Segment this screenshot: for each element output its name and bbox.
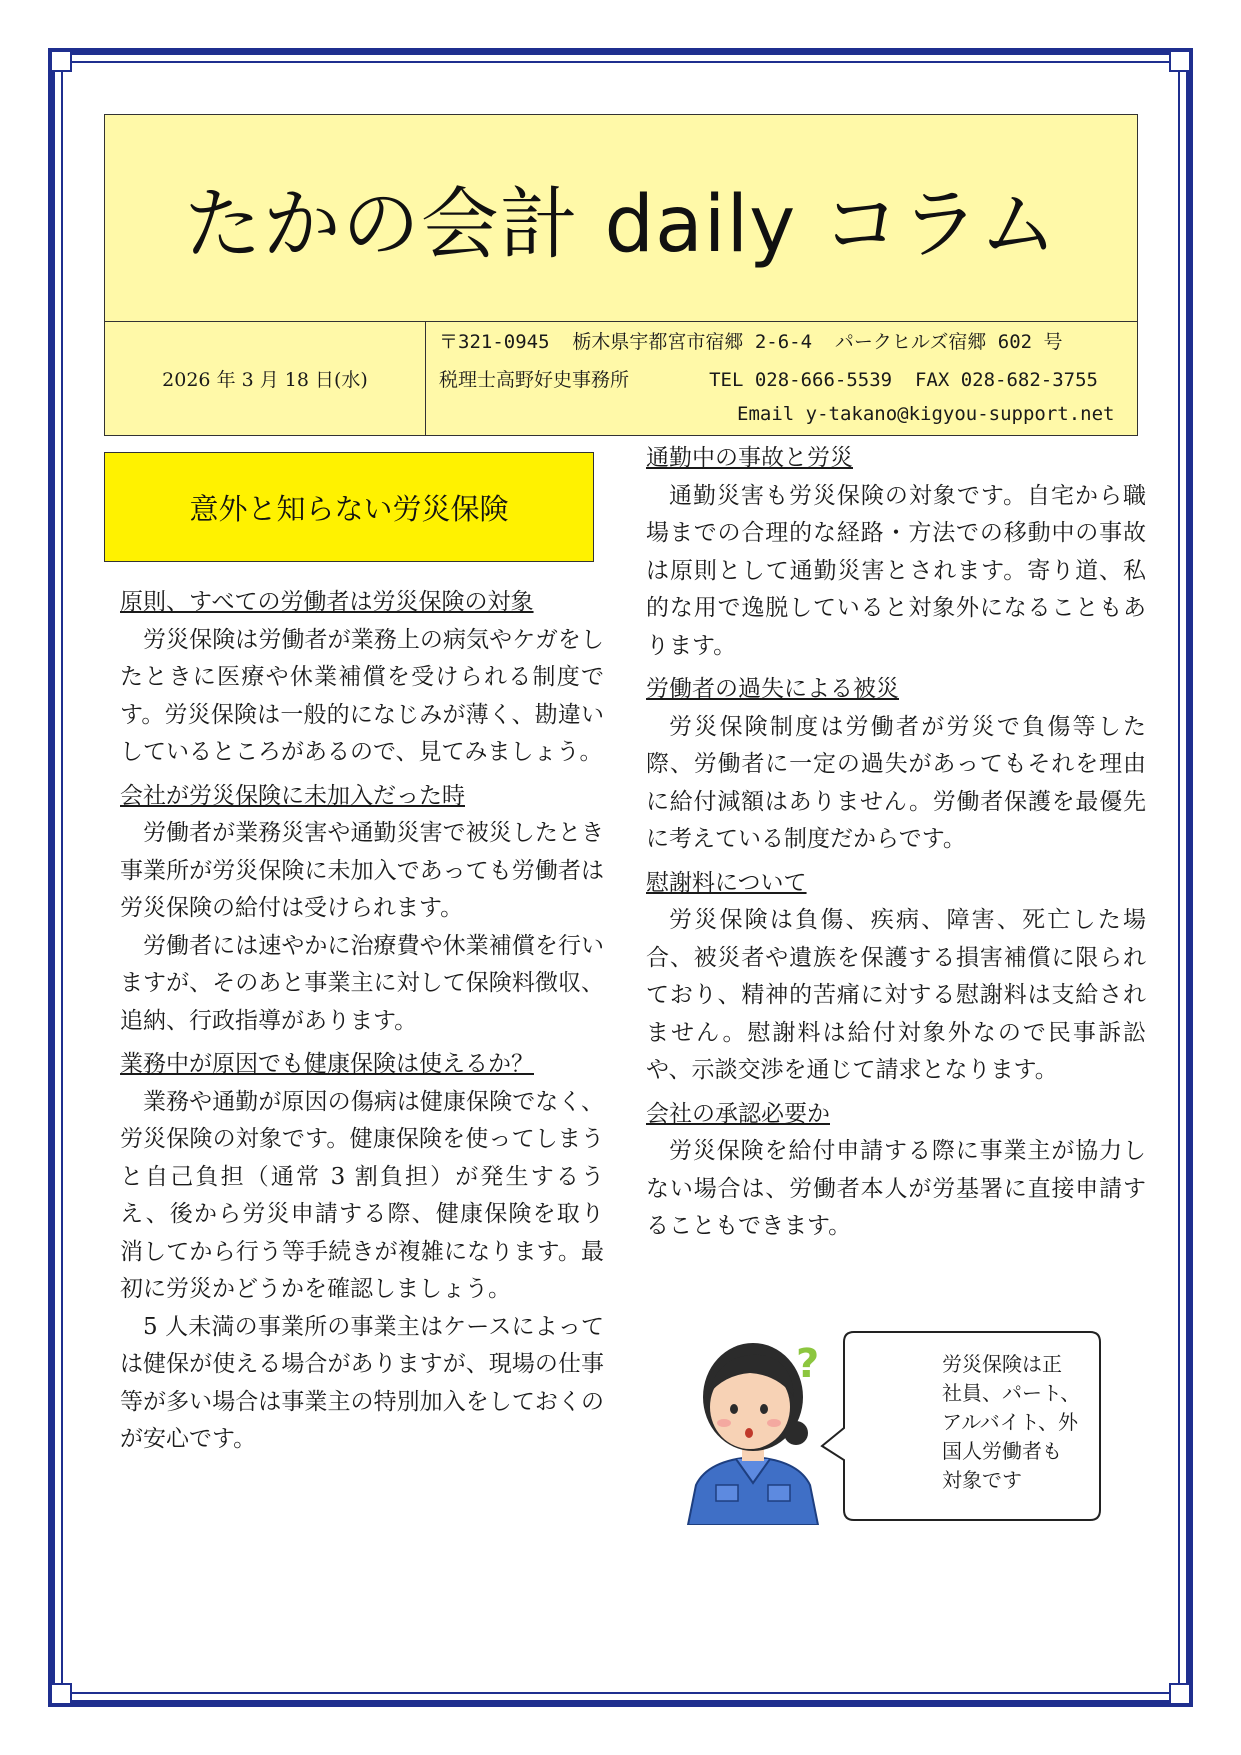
section-paragraph: 通勤災害も労災保険の対象です。自宅から職場までの合理的な経路・方法での移動中の事故は原則として通勤災害とされます。寄り道、私的な用で逸脱していると対象外になることもあります。 <box>646 482 1147 659</box>
page-title: たかの会計 daily コラム <box>183 180 1059 270</box>
section-paragraph: 労災保険制度は労働者が労災で負傷等した際、労働者に一定の過失があってもそれを理由に給付減額はありません。労働者保護を最優先に考えている制度だからです。 <box>646 713 1146 852</box>
topic-title: 意外と知らない労災保険 <box>104 452 594 562</box>
frame-corner <box>1169 1683 1191 1705</box>
bubble-line: 社員、パート、 <box>942 1381 1081 1405</box>
question-mark: ? <box>796 1341 820 1387</box>
woman-question-icon <box>668 1335 838 1525</box>
bubble-line: 労災保険は正 <box>942 1352 1062 1376</box>
section-heading: 会社が労災保険に未加入だった時 <box>120 782 465 809</box>
section-heading: 業務中が原因でも健康保険は使えるか？ <box>120 1051 534 1077</box>
section-heading: 会社の承認必要か <box>646 1100 830 1127</box>
section-paragraph: 労災保険は負傷、疾病、障害、死亡した場合、被災者や遺族を保護する損害補償に限られており、精神的苦痛に対する慰謝料は支給されません。慰謝料は給付対象外なので民事訴訟や、示談交渉を通じて請求となります。 <box>646 907 1146 1083</box>
right-column <box>646 440 1146 1252</box>
section-paragraph: 5 人未満の事業所の事業主はケースによっては健保が使える場合がありますが、現場の仕事等が多い場合は事業主の特別加入をしておくのが安心です。 <box>120 1313 604 1452</box>
left-column <box>120 584 604 1465</box>
office-contact: 税理士高野好史事務所 TEL 028-666-5539 FAX 028-682-3755 <box>439 369 1098 391</box>
frame-corner <box>50 50 72 72</box>
section-paragraph: 労働者が業務災害や通勤災害で被災したとき事業所が労災保険に未加入であっても労働者は労災保険の給付は受けられます。 <box>120 820 604 921</box>
section-paragraph: 労災保険を給付申請する際に事業主が協力しない場合は、労働者本人が労基署に直接申請することもできます。 <box>646 1138 1146 1239</box>
office-email: Email y-takano@kigyou-support.net <box>737 403 1115 425</box>
bubble-line: 対象です <box>942 1468 1022 1492</box>
section-paragraph: 業務や通勤が原因の傷病は健康保険でなく、労災保険の対象です。健康保険を使ってしまうと自己負担（通常 3 割負担）が発生するうえ、後から労災申請する際、健康保険を取り消してから行う等手続きが複雑になります。最初に労災かどうかを確認しましょう。 <box>120 1088 604 1302</box>
bubble-line: アルバイト、外 <box>942 1410 1078 1434</box>
section-heading: 慰謝料について <box>646 869 807 896</box>
header-column-divider <box>425 321 426 435</box>
section-heading: 通勤中の事故と労災 <box>646 445 853 471</box>
issue-date: 2026 年 3 月 18 日(水) <box>162 368 368 391</box>
section-paragraph: 労災保険は労働者が業務上の病気やケガをしたときに医療や休業補償を受けられる制度です。労災保険は一般的になじみが薄く、勘違いしているところがあるので、見てみましょう。 <box>120 626 604 765</box>
frame-corner <box>50 1683 72 1705</box>
section-heading: 原則、すべての労働者は労災保険の対象 <box>120 589 534 615</box>
frame-corner <box>1169 50 1191 72</box>
speech-bubble-text <box>942 1350 1102 1495</box>
section-heading: 労働者の過失による被災 <box>646 676 899 702</box>
header-box <box>104 114 1138 436</box>
section-paragraph: 労働者には速やかに治療費や休業補償を行いますが、そのあと事業主に対して保険料徴収、追納、行政指導があります。 <box>120 932 604 1034</box>
bubble-line: 国人労働者も <box>942 1439 1062 1463</box>
office-address: 〒321-0945 栃木県宇都宮市宿郷 2-6-4 パークヒルズ宿郷 602 号 <box>439 331 1063 353</box>
